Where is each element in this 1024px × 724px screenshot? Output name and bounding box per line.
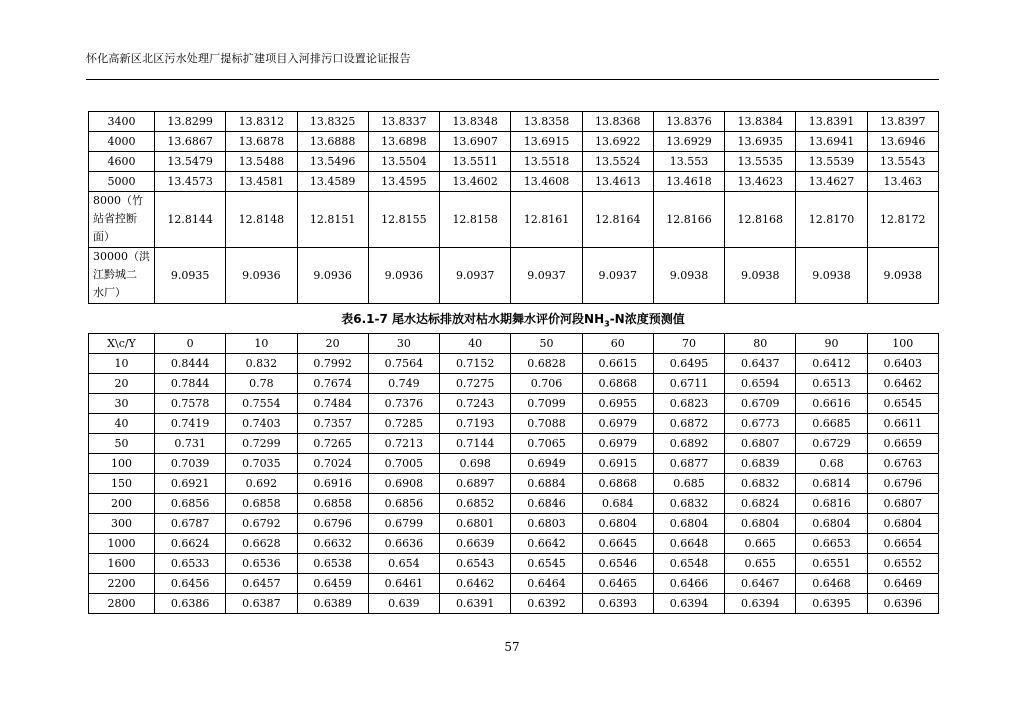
- value-cell: 0.6393: [582, 594, 653, 614]
- nh3n-concentration-table: [88, 333, 939, 614]
- value-cell: 13.8325: [297, 112, 368, 132]
- value-cell: 0.6392: [511, 594, 582, 614]
- value-cell: 13.8368: [582, 112, 653, 132]
- value-cell: 0.7844: [155, 374, 226, 394]
- value-cell: 0.6832: [653, 494, 724, 514]
- header-divider: [86, 79, 939, 80]
- value-cell: 13.4573: [155, 172, 226, 192]
- row-label-cell: 2200: [89, 574, 155, 594]
- value-cell: 0.6816: [796, 494, 867, 514]
- value-cell: 0.698: [440, 454, 511, 474]
- table-row: [89, 534, 939, 554]
- value-cell: 0.6546: [582, 554, 653, 574]
- value-cell: 0.6459: [297, 574, 368, 594]
- value-cell: 0.6823: [653, 394, 724, 414]
- value-cell: 13.5488: [226, 152, 297, 172]
- value-cell: 0.7099: [511, 394, 582, 414]
- value-cell: 0.6462: [440, 574, 511, 594]
- value-cell: 0.6636: [368, 534, 439, 554]
- value-cell: 0.7484: [297, 394, 368, 414]
- concentration-table-continued: [88, 111, 939, 304]
- value-cell: 13.8391: [796, 112, 867, 132]
- value-cell: 0.6915: [582, 454, 653, 474]
- value-cell: 0.7035: [226, 454, 297, 474]
- column-header-cell: 30: [368, 334, 439, 354]
- column-header-cell: 20: [297, 334, 368, 354]
- value-cell: 13.5479: [155, 152, 226, 172]
- value-cell: 12.8155: [368, 192, 439, 248]
- value-cell: 13.8348: [440, 112, 511, 132]
- value-cell: 13.5511: [440, 152, 511, 172]
- value-cell: 0.6639: [440, 534, 511, 554]
- value-cell: 0.6868: [582, 474, 653, 494]
- row-label-cell: 300: [89, 514, 155, 534]
- column-header-cell: 10: [226, 334, 297, 354]
- value-cell: 0.6465: [582, 574, 653, 594]
- value-cell: 0.7275: [440, 374, 511, 394]
- table1-body: [89, 112, 939, 304]
- value-cell: 0.6437: [725, 354, 796, 374]
- value-cell: 0.6387: [226, 594, 297, 614]
- value-cell: 0.6545: [867, 394, 938, 414]
- value-cell: 13.6907: [440, 132, 511, 152]
- value-cell: 0.6807: [867, 494, 938, 514]
- table-row: [89, 434, 939, 454]
- row-label-cell: 20: [89, 374, 155, 394]
- value-cell: 0.6396: [867, 594, 938, 614]
- value-cell: 0.6856: [368, 494, 439, 514]
- value-cell: 0.6858: [297, 494, 368, 514]
- column-header-cell: 50: [511, 334, 582, 354]
- row-label-cell: 150: [89, 474, 155, 494]
- value-cell: 13.8299: [155, 112, 226, 132]
- value-cell: 0.78: [226, 374, 297, 394]
- row-label-cell: 200: [89, 494, 155, 514]
- value-cell: 0.6391: [440, 594, 511, 614]
- value-cell: 0.7419: [155, 414, 226, 434]
- caption-suffix-text: -N浓度预测值: [609, 312, 685, 326]
- value-cell: 0.6872: [653, 414, 724, 434]
- row-label-cell: 10: [89, 354, 155, 374]
- value-cell: 0.6648: [653, 534, 724, 554]
- table-row: [89, 172, 939, 192]
- value-cell: 13.6946: [867, 132, 938, 152]
- value-cell: 0.7213: [368, 434, 439, 454]
- document-header-title: 怀化高新区北区污水处理厂提标扩建项目入河排污口设置论证报告: [86, 52, 411, 65]
- value-cell: 13.8397: [867, 112, 938, 132]
- table2-body: [89, 354, 939, 614]
- value-cell: 12.8170: [796, 192, 867, 248]
- value-cell: 0.8444: [155, 354, 226, 374]
- value-cell: 13.6878: [226, 132, 297, 152]
- value-cell: 0.6979: [582, 414, 653, 434]
- table-row: [89, 374, 939, 394]
- value-cell: 0.6456: [155, 574, 226, 594]
- value-cell: 0.6763: [867, 454, 938, 474]
- value-cell: 0.6868: [582, 374, 653, 394]
- value-cell: 0.6632: [297, 534, 368, 554]
- value-cell: 0.6469: [867, 574, 938, 594]
- value-cell: 0.6897: [440, 474, 511, 494]
- table-row: [89, 454, 939, 474]
- value-cell: 0.6538: [297, 554, 368, 574]
- value-cell: 13.553: [653, 152, 724, 172]
- value-cell: 0.6495: [653, 354, 724, 374]
- value-cell: 9.0937: [582, 248, 653, 304]
- value-cell: 0.6659: [867, 434, 938, 454]
- value-cell: 0.6803: [511, 514, 582, 534]
- value-cell: 0.6955: [582, 394, 653, 414]
- value-cell: 0.7265: [297, 434, 368, 454]
- value-cell: 0.7992: [297, 354, 368, 374]
- value-cell: 0.7578: [155, 394, 226, 414]
- value-cell: 0.6457: [226, 574, 297, 594]
- value-cell: 13.5539: [796, 152, 867, 172]
- table2-header: [89, 334, 939, 354]
- caption-subscript: 3: [604, 319, 610, 329]
- value-cell: 13.5504: [368, 152, 439, 172]
- value-cell: 13.4589: [297, 172, 368, 192]
- value-cell: 0.7376: [368, 394, 439, 414]
- value-cell: 0.6814: [796, 474, 867, 494]
- value-cell: 0.7357: [297, 414, 368, 434]
- value-cell: 0.6389: [297, 594, 368, 614]
- value-cell: 0.6916: [297, 474, 368, 494]
- value-cell: 13.6915: [511, 132, 582, 152]
- table-row: [89, 514, 939, 534]
- value-cell: 0.6395: [796, 594, 867, 614]
- value-cell: 13.8358: [511, 112, 582, 132]
- value-cell: 0.6979: [582, 434, 653, 454]
- value-cell: 0.6839: [725, 454, 796, 474]
- value-cell: 0.6799: [368, 514, 439, 534]
- value-cell: 9.0938: [653, 248, 724, 304]
- value-cell: 12.8168: [725, 192, 796, 248]
- table-row: [89, 112, 939, 132]
- row-label-cell: 1000: [89, 534, 155, 554]
- value-cell: 0.6468: [796, 574, 867, 594]
- value-cell: 0.6949: [511, 454, 582, 474]
- value-cell: 0.6729: [796, 434, 867, 454]
- value-cell: 9.0936: [297, 248, 368, 304]
- value-cell: 0.6464: [511, 574, 582, 594]
- value-cell: 0.7403: [226, 414, 297, 434]
- value-cell: 13.5524: [582, 152, 653, 172]
- value-cell: 0.6462: [867, 374, 938, 394]
- value-cell: 0.7088: [511, 414, 582, 434]
- table-caption: [88, 310, 938, 328]
- value-cell: 0.6645: [582, 534, 653, 554]
- value-cell: 0.685: [653, 474, 724, 494]
- value-cell: 0.6412: [796, 354, 867, 374]
- value-cell: 0.6624: [155, 534, 226, 554]
- value-cell: 0.7144: [440, 434, 511, 454]
- value-cell: 12.8158: [440, 192, 511, 248]
- value-cell: 0.7024: [297, 454, 368, 474]
- value-cell: 0.6804: [796, 514, 867, 534]
- row-label-cell: 4600: [89, 152, 155, 172]
- value-cell: 0.6908: [368, 474, 439, 494]
- value-cell: 0.7005: [368, 454, 439, 474]
- column-header-cell: 0: [155, 334, 226, 354]
- value-cell: 0.665: [725, 534, 796, 554]
- value-cell: 0.6552: [867, 554, 938, 574]
- value-cell: 0.6394: [725, 594, 796, 614]
- value-cell: 0.7065: [511, 434, 582, 454]
- column-header-cell: 70: [653, 334, 724, 354]
- value-cell: 12.8164: [582, 192, 653, 248]
- value-cell: 0.7299: [226, 434, 297, 454]
- value-cell: 0.6892: [653, 434, 724, 454]
- value-cell: 0.6804: [725, 514, 796, 534]
- value-cell: 0.6685: [796, 414, 867, 434]
- value-cell: 12.8166: [653, 192, 724, 248]
- value-cell: 0.7564: [368, 354, 439, 374]
- row-label-cell: 8000（竹 站省控断 面）: [89, 192, 155, 248]
- value-cell: 0.6386: [155, 594, 226, 614]
- value-cell: 0.6832: [725, 474, 796, 494]
- value-cell: 0.6551: [796, 554, 867, 574]
- value-cell: 13.6941: [796, 132, 867, 152]
- value-cell: 0.6846: [511, 494, 582, 514]
- table-row: [89, 394, 939, 414]
- value-cell: 13.6888: [297, 132, 368, 152]
- table-row: [89, 354, 939, 374]
- value-cell: 0.6824: [725, 494, 796, 514]
- column-header-cell: 60: [582, 334, 653, 354]
- row-label-cell: 50: [89, 434, 155, 454]
- value-cell: 0.6467: [725, 574, 796, 594]
- value-cell: 0.6642: [511, 534, 582, 554]
- row-label-cell: 100: [89, 454, 155, 474]
- header-corner-cell: X\c/Y: [89, 334, 155, 354]
- row-label-cell: 1600: [89, 554, 155, 574]
- value-cell: 13.6922: [582, 132, 653, 152]
- value-cell: 0.654: [368, 554, 439, 574]
- value-cell: 0.6787: [155, 514, 226, 534]
- value-cell: 13.4618: [653, 172, 724, 192]
- column-header-cell: 90: [796, 334, 867, 354]
- value-cell: 0.6466: [653, 574, 724, 594]
- value-cell: 0.655: [725, 554, 796, 574]
- table-row: [89, 248, 939, 304]
- value-cell: 0.7193: [440, 414, 511, 434]
- value-cell: 9.0938: [725, 248, 796, 304]
- value-cell: 0.6807: [725, 434, 796, 454]
- value-cell: 13.463: [867, 172, 938, 192]
- value-cell: 0.6852: [440, 494, 511, 514]
- column-header-cell: 100: [867, 334, 938, 354]
- value-cell: 13.8376: [653, 112, 724, 132]
- value-cell: 12.8144: [155, 192, 226, 248]
- value-cell: 9.0936: [226, 248, 297, 304]
- row-label-cell: 40: [89, 414, 155, 434]
- value-cell: 13.6929: [653, 132, 724, 152]
- value-cell: 0.692: [226, 474, 297, 494]
- table-header-row: [89, 334, 939, 354]
- value-cell: 0.7039: [155, 454, 226, 474]
- value-cell: 0.6773: [725, 414, 796, 434]
- value-cell: 0.6796: [867, 474, 938, 494]
- value-cell: 0.6884: [511, 474, 582, 494]
- value-cell: 0.749: [368, 374, 439, 394]
- value-cell: 12.8148: [226, 192, 297, 248]
- value-cell: 0.6856: [155, 494, 226, 514]
- value-cell: 9.0938: [796, 248, 867, 304]
- page-number: 57: [504, 640, 520, 654]
- table-row: [89, 494, 939, 514]
- caption-main-text: 表6.1-7 尾水达标排放对枯水期舞水评价河段NH: [341, 312, 605, 326]
- value-cell: 0.6828: [511, 354, 582, 374]
- value-cell: 0.6628: [226, 534, 297, 554]
- row-label-cell: 30000（洪 江黔城二 水厂）: [89, 248, 155, 304]
- value-cell: 0.6594: [725, 374, 796, 394]
- value-cell: 0.6513: [796, 374, 867, 394]
- value-cell: 0.6615: [582, 354, 653, 374]
- value-cell: 0.6804: [653, 514, 724, 534]
- value-cell: 13.6867: [155, 132, 226, 152]
- value-cell: 0.6394: [653, 594, 724, 614]
- value-cell: 13.6898: [368, 132, 439, 152]
- value-cell: 0.7152: [440, 354, 511, 374]
- value-cell: 0.7243: [440, 394, 511, 414]
- table-row: [89, 474, 939, 494]
- value-cell: 0.6611: [867, 414, 938, 434]
- table-row: [89, 152, 939, 172]
- value-cell: 0.68: [796, 454, 867, 474]
- value-cell: 0.6654: [867, 534, 938, 554]
- value-cell: 12.8172: [867, 192, 938, 248]
- value-cell: 0.6536: [226, 554, 297, 574]
- value-cell: 0.6545: [511, 554, 582, 574]
- table-row: [89, 554, 939, 574]
- table-row: [89, 132, 939, 152]
- value-cell: 0.6804: [867, 514, 938, 534]
- column-header-cell: 80: [725, 334, 796, 354]
- value-cell: 9.0938: [867, 248, 938, 304]
- column-header-cell: 40: [440, 334, 511, 354]
- value-cell: 0.684: [582, 494, 653, 514]
- value-cell: 0.6792: [226, 514, 297, 534]
- value-cell: 13.4602: [440, 172, 511, 192]
- value-cell: 13.8337: [368, 112, 439, 132]
- value-cell: 0.639: [368, 594, 439, 614]
- value-cell: 0.7674: [297, 374, 368, 394]
- value-cell: 0.6711: [653, 374, 724, 394]
- value-cell: 9.0936: [368, 248, 439, 304]
- value-cell: 0.6796: [297, 514, 368, 534]
- value-cell: 13.8384: [725, 112, 796, 132]
- value-cell: 0.832: [226, 354, 297, 374]
- value-cell: 13.5518: [511, 152, 582, 172]
- table-row: [89, 594, 939, 614]
- value-cell: 9.0937: [440, 248, 511, 304]
- value-cell: 13.4613: [582, 172, 653, 192]
- value-cell: 13.5496: [297, 152, 368, 172]
- value-cell: 0.6533: [155, 554, 226, 574]
- value-cell: 0.6877: [653, 454, 724, 474]
- value-cell: 0.6403: [867, 354, 938, 374]
- value-cell: 0.6543: [440, 554, 511, 574]
- value-cell: 12.8161: [511, 192, 582, 248]
- value-cell: 0.6616: [796, 394, 867, 414]
- row-label-cell: 5000: [89, 172, 155, 192]
- table-row: [89, 192, 939, 248]
- row-label-cell: 2800: [89, 594, 155, 614]
- value-cell: 0.706: [511, 374, 582, 394]
- value-cell: 0.6921: [155, 474, 226, 494]
- value-cell: 9.0935: [155, 248, 226, 304]
- value-cell: 0.6801: [440, 514, 511, 534]
- value-cell: 13.6935: [725, 132, 796, 152]
- value-cell: 13.4581: [226, 172, 297, 192]
- value-cell: 0.6858: [226, 494, 297, 514]
- value-cell: 13.4623: [725, 172, 796, 192]
- value-cell: 13.8312: [226, 112, 297, 132]
- row-label-cell: 30: [89, 394, 155, 414]
- row-label-cell: 3400: [89, 112, 155, 132]
- value-cell: 13.4608: [511, 172, 582, 192]
- value-cell: 0.6709: [725, 394, 796, 414]
- value-cell: 0.6461: [368, 574, 439, 594]
- value-cell: 0.6804: [582, 514, 653, 534]
- value-cell: 13.4595: [368, 172, 439, 192]
- value-cell: 13.5543: [867, 152, 938, 172]
- value-cell: 0.6653: [796, 534, 867, 554]
- table-row: [89, 414, 939, 434]
- value-cell: 0.731: [155, 434, 226, 454]
- value-cell: 0.7554: [226, 394, 297, 414]
- value-cell: 12.8151: [297, 192, 368, 248]
- value-cell: 0.7285: [368, 414, 439, 434]
- row-label-cell: 4000: [89, 132, 155, 152]
- table-row: [89, 574, 939, 594]
- value-cell: 13.4627: [796, 172, 867, 192]
- value-cell: 9.0937: [511, 248, 582, 304]
- value-cell: 0.6548: [653, 554, 724, 574]
- value-cell: 13.5535: [725, 152, 796, 172]
